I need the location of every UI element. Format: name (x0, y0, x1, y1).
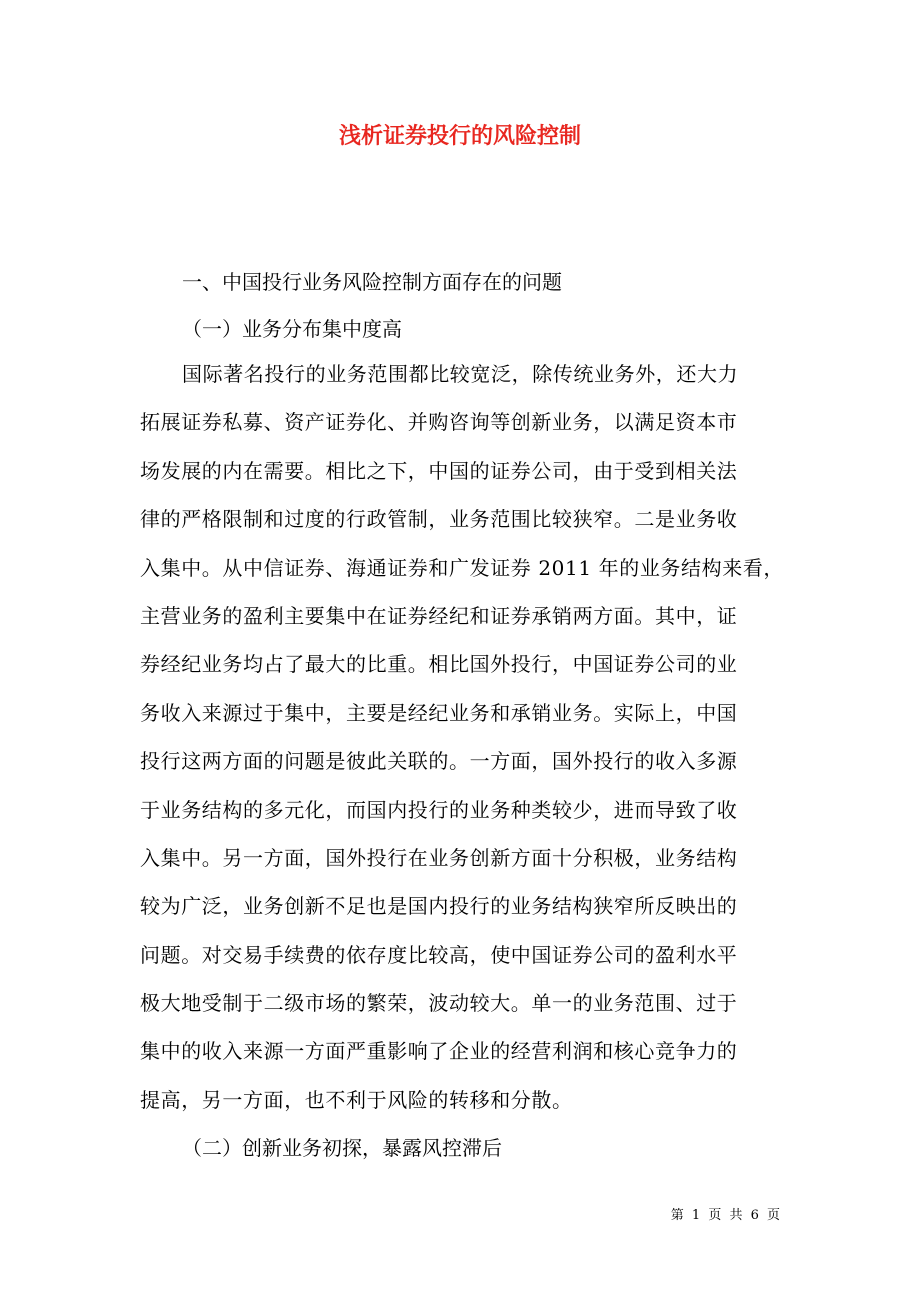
paragraph-line: 务收入来源过于集中，主要是经纪业务和承销业务。实际上，中国 (140, 700, 738, 725)
paragraph-line: 拓展证券私募、资产证券化、并购咨询等创新业务，以满足资本市 (140, 410, 738, 435)
section-heading: 一、中国投行业务风险控制方面存在的问题 (182, 270, 562, 294)
paragraph-line: 提高，另一方面，也不利于风险的转移和分散。 (140, 1087, 573, 1112)
paragraph-line: 较为广泛，业务创新不足也是国内投行的业务结构狭窄所反映出的 (140, 894, 738, 919)
document-title: 浅析证券投行的风险控制 (338, 123, 581, 149)
paragraph-line: 入集中。从中信证券、海通证券和广发证券 2011 年的业务结构来看， (140, 555, 785, 580)
paragraph-line: 国际著名投行的业务范围都比较宽泛，除传统业务外，还大力 (182, 362, 739, 386)
paragraph-line: 律的严格限制和过度的行政管制，业务范围比较狭窄。二是业务收 (140, 507, 738, 532)
paragraph-line: 问题。对交易手续费的依存度比较高，使中国证券公司的盈利水平 (140, 942, 738, 967)
paragraph-line: 集中的收入来源一方面严重影响了企业的经营利润和核心竞争力的 (140, 1039, 738, 1064)
paragraph-line: 场发展的内在需要。相比之下，中国的证券公司，由于受到相关法 (140, 458, 738, 483)
paragraph-line: 券经纪业务均占了最大的比重。相比国外投行，中国证券公司的业 (140, 652, 738, 677)
paragraph (140, 354, 785, 1128)
paragraph-line: 极大地受制于二级市场的繁荣，波动较大。单一的业务范围、过于 (140, 991, 738, 1016)
paragraph-line: 于业务结构的多元化，而国内投行的业务种类较少，进而导致了收 (140, 797, 738, 822)
subsection-heading: （一）业务分布集中度高 (182, 317, 402, 341)
paragraph-line: 主营业务的盈利主要集中在证券经纪和证券承销两方面。其中，证 (140, 603, 738, 628)
paragraph-line: 入集中。另一方面，国外投行在业务创新方面十分积极，业务结构 (140, 845, 738, 870)
page-number: 第 1 页 共 6 页 (670, 1208, 780, 1223)
subsection-heading: （二）创新业务初探，暴露风控滞后 (182, 1136, 502, 1160)
paragraph-line: 投行这两方面的问题是彼此关联的。一方面，国外投行的收入多源 (140, 749, 738, 774)
